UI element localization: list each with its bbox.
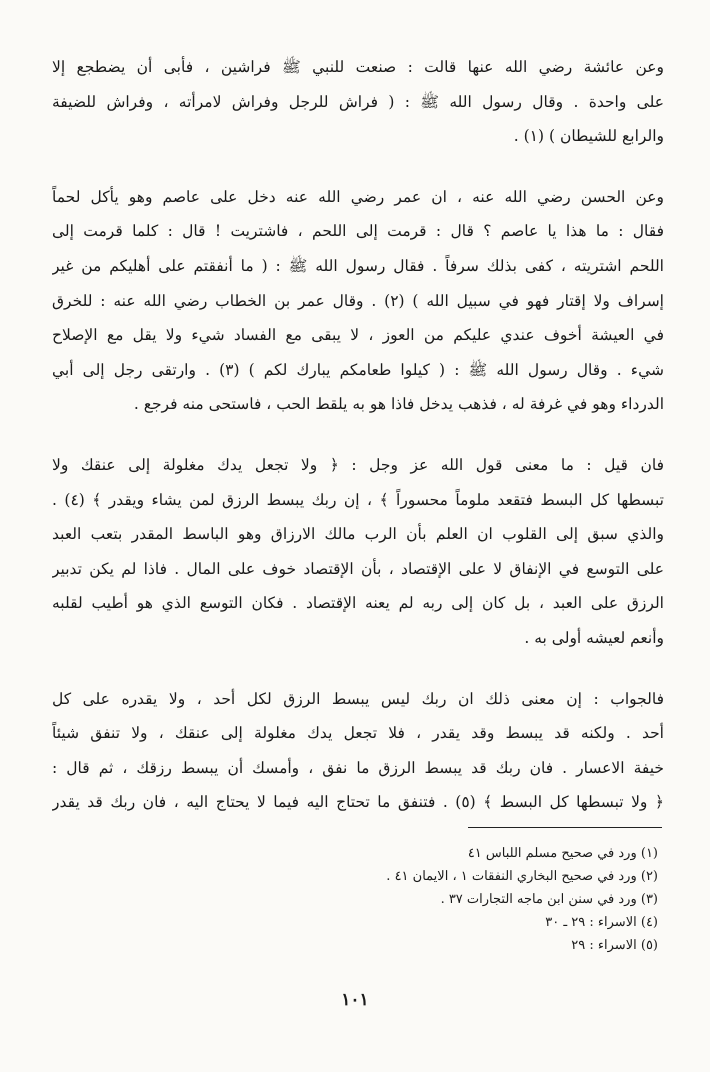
footnote: (٢) ورد في صحيح البخاري النفقات ١ ، الايمان ٤١ . bbox=[386, 869, 658, 884]
text-line: شيء . وقال رسول الله ﷺ : ( كيلوا طعامكم يبارك لكم ) (٣) . وارتقى رجل إلى أبي bbox=[52, 360, 664, 379]
text-line: تبسطها كل البسط فتقعد ملوماً محسوراً ﴾ ، إن ربك يبسط الرزق لمن يشاء ويقدر ﴾ (٤) . bbox=[52, 490, 664, 509]
text-line: في العيشة أخوف عندي عليكم من العوز ، لا يبقى مع الفساد شيء ولا يقل مع الإصلاح bbox=[52, 326, 664, 345]
text-line: أحد . ولكنه قد يبسط وقد يقدر ، فلا تجعل يدك مغلولة إلى عنقك ، ولا تنفق شيئاً bbox=[52, 724, 664, 743]
text-line: الرزق على العبد ، بل كان إلى ربه لم يعنه الإقتصاد . فكان التوسع الذي هو أطيب لقلبه bbox=[52, 594, 664, 613]
text-line: على واحدة . وقال رسول الله ﷺ : ( فراش للرجل وفراش لامرأته ، وفراش للضيفة bbox=[52, 92, 664, 111]
text-line: خيفة الاعسار . فان ربك قد يبسط الرزق ما نفق ، وأمسك أن يبسط رزقك ، ثم قال : bbox=[52, 758, 664, 777]
paragraph-answer bbox=[52, 682, 664, 820]
text-line: وعن عائشة رضي الله عنها قالت : صنعت للنبي ﷺ فراشين ، فأبى أن يضطجع إلا bbox=[52, 58, 664, 76]
footnote: (٥) الاسراء : ٢٩ bbox=[571, 938, 658, 953]
footnotes bbox=[258, 842, 658, 957]
text-line: اللحم اشتريته ، كفى بذلك سرفاً . فقال رسول الله ﷺ : ( ما أنفقتم على أهليكم من غير bbox=[52, 256, 664, 275]
text-line: ﴿ ولا تبسطها كل البسط ﴾ (٥) . فتنفق ما تحتاج اليه فيما لا يحتاج اليه ، فان ربك قد يقدر bbox=[52, 793, 664, 812]
text-line: والذي سبق إلى القلوب ان العلم بأن الرب مالك الارزاق وهو الباسط المقدر بتعب العبد bbox=[52, 525, 664, 544]
paragraph-aisha-hadith bbox=[52, 50, 664, 154]
page-number: ١٠١ bbox=[341, 990, 369, 1010]
text-line: فالجواب : إن معنى ذلك ان ربك ليس يبسط الرزق لكل أحد ، ولا يقدره على كل bbox=[52, 689, 664, 708]
text-line: فان قيل : ما معنى قول الله عز وجل : ﴿ ولا تجعل يدك مغلولة إلى عنقك ولا bbox=[52, 455, 664, 474]
paragraph-question bbox=[52, 448, 664, 656]
main-text bbox=[52, 50, 664, 846]
footnote: (١) ورد في صحيح مسلم اللباس ٤١ bbox=[467, 846, 658, 861]
text-line: وعن الحسن رضي الله عنه ، ان عمر رضي الله عنه دخل على عاصم وهو يأكل لحماً bbox=[52, 187, 664, 206]
text-line: على التوسع في الإنفاق لا على الإقتصاد ، بأن الإقتصاد خوف على المال . فاذا لم يكن تدبير bbox=[52, 559, 664, 578]
text-line: إسراف ولا إقتار فهو في سبيل الله ) (٢) . وقال عمر بن الخطاب رضي الله عنه : للخرق bbox=[52, 291, 664, 310]
footnote-divider bbox=[468, 827, 662, 828]
text-line: الدرداء وهو في غرفة له ، فذهب يدخل فاذا هو به يلقط الحب ، فاستحى منه فرجع . bbox=[133, 395, 664, 414]
text-line: وأنعم لعيشه أولى به . bbox=[524, 628, 664, 647]
footnote: (٤) الاسراء : ٢٩ ـ ٣٠ bbox=[545, 915, 658, 930]
paragraph-hasan-narration bbox=[52, 180, 664, 422]
text-line: والرابع للشيطان ) (١) . bbox=[513, 127, 664, 146]
footnote: (٣) ورد في سنن ابن ماجه التجارات ٣٧ . bbox=[440, 892, 658, 907]
text-line: فقال : ما هذا يا عاصم ؟ قال : قرمت إلى اللحم ، فاشتريت ! قال : كلما قرمت إلى bbox=[52, 222, 664, 241]
